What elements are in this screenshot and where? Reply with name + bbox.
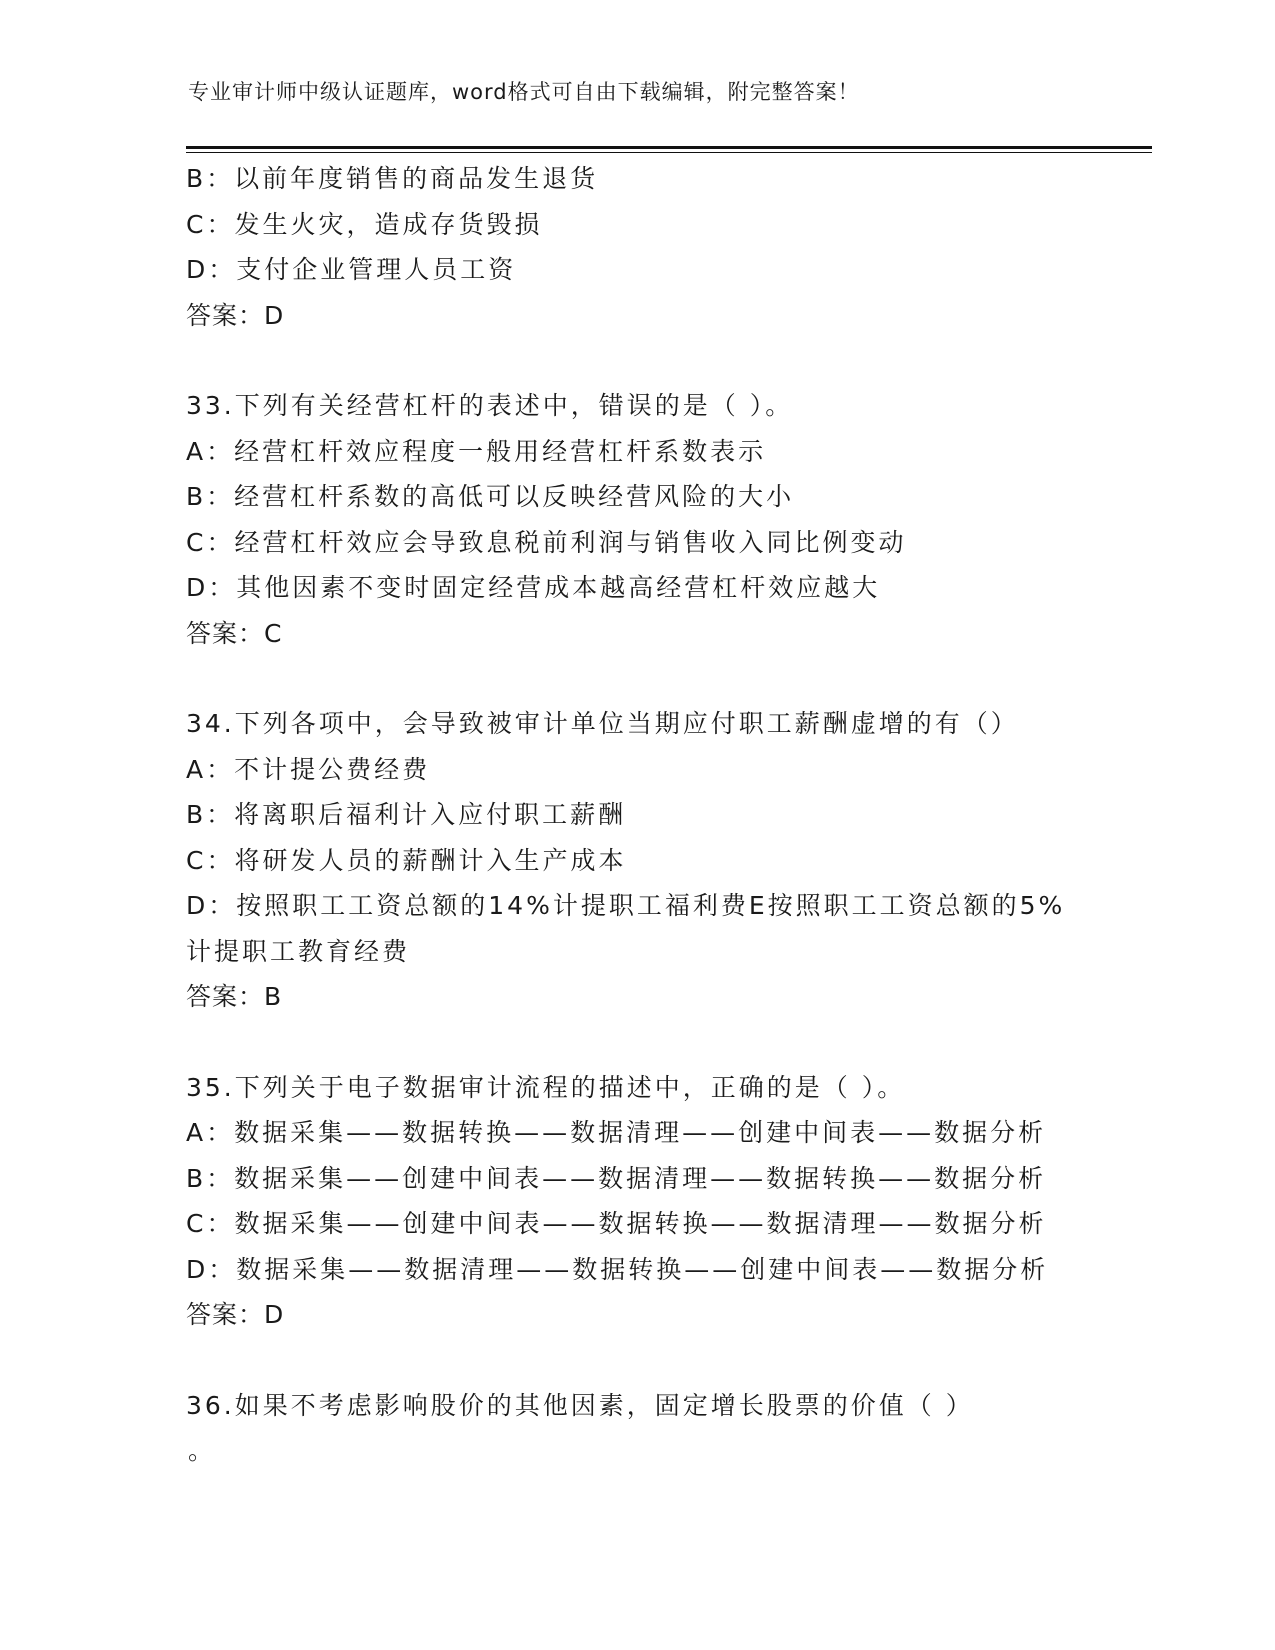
question-36 <box>186 1383 1086 1474</box>
header-divider <box>186 146 1152 149</box>
question-33 <box>186 383 1086 656</box>
option-b: B：经营杠杆系数的高低可以反映经营风险的大小 <box>186 482 795 511</box>
option-c: C：数据采集——创建中间表——数据转换——数据清理——数据分析 <box>186 1209 1047 1238</box>
question-35 <box>186 1065 1086 1338</box>
option-d: D：支付企业管理人员工资 <box>186 255 517 284</box>
question-stem: 33.下列有关经营杠杆的表述中，错误的是（ ）。 <box>186 391 794 420</box>
option-c: C：发生火灾，造成存货毁损 <box>186 209 543 239</box>
option-d: D：按照职工工资总额的14%计提职工福利费E按照职工工资总额的5%计提职工教育经费 <box>186 891 1066 966</box>
option-b: B：数据采集——创建中间表——数据清理——数据转换——数据分析 <box>186 1163 1047 1193</box>
question-stem: 36.如果不考虑影响股价的其他因素，固定增长股票的价值（ ） <box>186 1390 974 1420</box>
option-b: B：以前年度销售的商品发生退货 <box>186 164 599 193</box>
option-c: C：将研发人员的薪酬计入生产成本 <box>186 845 627 875</box>
answer-line: 答案：D <box>186 300 285 330</box>
option-a: A：不计提公费经费 <box>186 754 431 784</box>
previous-question-tail <box>186 156 1086 338</box>
document-body <box>186 156 1086 1474</box>
page-header: 专业审计师中级认证题库，word格式可自由下载编辑，附完整答案！ <box>188 80 860 104</box>
question-34 <box>186 701 1086 1020</box>
question-stem: 34.下列各项中，会导致被审计单位当期应付职工薪酬虚增的有（） <box>186 709 1019 738</box>
option-b: B：将离职后福利计入应付职工薪酬 <box>186 800 627 829</box>
option-d: D：数据采集——数据清理——数据转换——创建中间表——数据分析 <box>186 1254 1049 1284</box>
answer-line: 答案：B <box>186 982 283 1011</box>
answer-line: 答案：C <box>186 618 283 648</box>
option-a: A：经营杠杆效应程度一般用经营杠杆系数表示 <box>186 436 767 466</box>
option-d: D：其他因素不变时固定经营成本越高经营杠杆效应越大 <box>186 573 881 602</box>
question-stem: 35.下列关于电子数据审计流程的描述中，正确的是（ ）。 <box>186 1072 906 1102</box>
option-c: C：经营杠杆效应会导致息税前利润与销售收入同比例变动 <box>186 527 907 557</box>
answer-line: 答案：D <box>186 1300 285 1329</box>
option-a: A：数据采集——数据转换——数据清理——创建中间表——数据分析 <box>186 1118 1047 1147</box>
question-stem-tail: 。 <box>188 1436 217 1465</box>
